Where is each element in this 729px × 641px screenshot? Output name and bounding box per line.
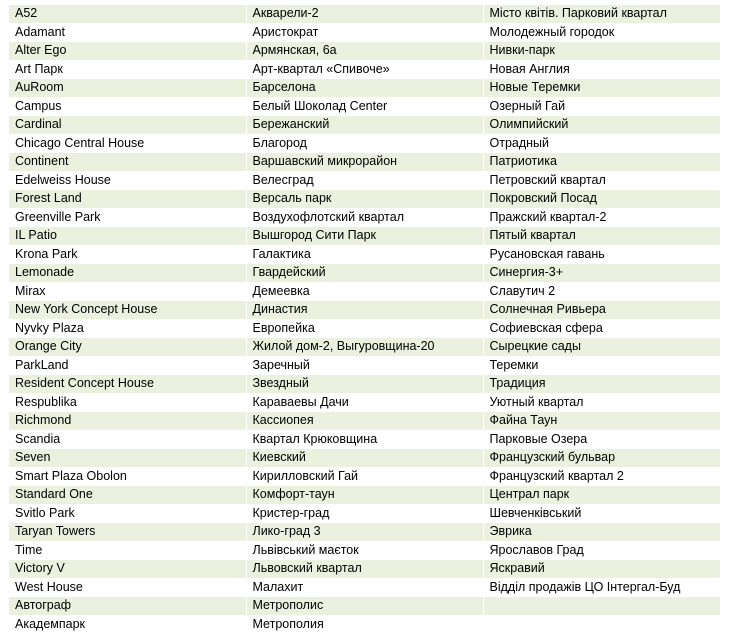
table-cell: Lemonade — [9, 264, 246, 283]
table-cell: Армянская, 6а — [246, 42, 483, 61]
table-cell: Бережанский — [246, 116, 483, 135]
table-cell — [483, 597, 720, 616]
table-cell: Resident Concept House — [9, 375, 246, 394]
table-cell: Відділ продажів ЦО Інтергал-Буд — [483, 578, 720, 597]
table-cell: Арт-квартал «Спивоче» — [246, 60, 483, 79]
table-cell: Krona Park — [9, 245, 246, 264]
table-cell: Покровский Посад — [483, 190, 720, 209]
table-cell: Svitlo Park — [9, 504, 246, 523]
table-cell: Метрополис — [246, 597, 483, 616]
table-cell: Автограф — [9, 597, 246, 616]
table-cell: West House — [9, 578, 246, 597]
table-cell: Централ парк — [483, 486, 720, 505]
table-cell: A52 — [9, 5, 246, 23]
table-cell: Chicago Central House — [9, 134, 246, 153]
table-cell: Victory V — [9, 560, 246, 579]
table-cell: Кирилловский Гай — [246, 467, 483, 486]
table-cell: Alter Ego — [9, 42, 246, 61]
table-cell: Львівський маєток — [246, 541, 483, 560]
table-cell: Respublika — [9, 393, 246, 412]
table-row — [9, 190, 720, 209]
table-row — [9, 208, 720, 227]
table-cell: Сырецкие сады — [483, 338, 720, 357]
table-cell: Campus — [9, 97, 246, 116]
table-cell: Русановская гавань — [483, 245, 720, 264]
table-cell: Time — [9, 541, 246, 560]
table-cell: Smart Plaza Obolon — [9, 467, 246, 486]
table-cell: Петровский квартал — [483, 171, 720, 190]
table-row — [9, 245, 720, 264]
table-cell: Славутич 2 — [483, 282, 720, 301]
table-cell: Файна Таун — [483, 412, 720, 431]
table-cell: Отрадный — [483, 134, 720, 153]
table-cell: Европейка — [246, 319, 483, 338]
table-cell: Олимпийский — [483, 116, 720, 135]
table-cell: Adamant — [9, 23, 246, 42]
table-cell: Звездный — [246, 375, 483, 394]
table-row — [9, 578, 720, 597]
table-cell: Версаль парк — [246, 190, 483, 209]
table-cell: Акварели-2 — [246, 5, 483, 23]
table-cell: Академпарк — [9, 615, 246, 634]
table-cell: Варшавский микрорайон — [246, 153, 483, 172]
table-row — [9, 523, 720, 542]
table-cell: Пражский квартал-2 — [483, 208, 720, 227]
table-cell: Greenville Park — [9, 208, 246, 227]
table-cell: Аристократ — [246, 23, 483, 42]
table-row — [9, 504, 720, 523]
table-row — [9, 97, 720, 116]
table-row — [9, 60, 720, 79]
table-body — [9, 5, 720, 634]
table-cell: Белый Шоколад Center — [246, 97, 483, 116]
table-cell: Заречный — [246, 356, 483, 375]
table-row — [9, 282, 720, 301]
table-cell: Nyvky Plaza — [9, 319, 246, 338]
table-row — [9, 467, 720, 486]
table-cell: Art Парк — [9, 60, 246, 79]
table-cell: Seven — [9, 449, 246, 468]
table-row — [9, 79, 720, 98]
table-cell: New York Concept House — [9, 301, 246, 320]
table-row — [9, 153, 720, 172]
table-row — [9, 301, 720, 320]
table-row — [9, 227, 720, 246]
table-cell: ParkLand — [9, 356, 246, 375]
table-row — [9, 5, 720, 23]
table-row — [9, 449, 720, 468]
table-cell: Orange City — [9, 338, 246, 357]
table-cell: Яскравий — [483, 560, 720, 579]
table-cell: Пятый квартал — [483, 227, 720, 246]
table-cell: Вышгород Сити Парк — [246, 227, 483, 246]
table-cell: Французский квартал 2 — [483, 467, 720, 486]
table-cell: Барселона — [246, 79, 483, 98]
table-cell: Солнечная Ривьера — [483, 301, 720, 320]
table-row — [9, 412, 720, 431]
table-row — [9, 615, 720, 634]
table-cell: AuRoom — [9, 79, 246, 98]
table-cell: IL Patio — [9, 227, 246, 246]
table-cell: Львовский квартал — [246, 560, 483, 579]
table-cell: Патриотика — [483, 153, 720, 172]
table-cell: Благород — [246, 134, 483, 153]
table-row — [9, 486, 720, 505]
table-row — [9, 42, 720, 61]
table-cell: Метрополия — [246, 615, 483, 634]
table-cell: Воздухофлотский квартал — [246, 208, 483, 227]
table-row — [9, 171, 720, 190]
table-cell: Новая Англия — [483, 60, 720, 79]
table-cell: Нивки-парк — [483, 42, 720, 61]
table-cell: Cardinal — [9, 116, 246, 135]
table-row — [9, 264, 720, 283]
table-cell: Велесград — [246, 171, 483, 190]
table-cell: Квартал Крюковщина — [246, 430, 483, 449]
table-row — [9, 597, 720, 616]
table-cell: Комфорт-таун — [246, 486, 483, 505]
table-cell: Жилой дом-2, Выгуровщина-20 — [246, 338, 483, 357]
table-cell: Парковые Озера — [483, 430, 720, 449]
table-cell: Киевский — [246, 449, 483, 468]
table-row — [9, 560, 720, 579]
table-cell: Mirax — [9, 282, 246, 301]
table-cell: Кассиопея — [246, 412, 483, 431]
table-cell: Французский бульвар — [483, 449, 720, 468]
table-cell: Софиевская сфера — [483, 319, 720, 338]
table-cell: Scandia — [9, 430, 246, 449]
table-cell: Edelweiss House — [9, 171, 246, 190]
table-row — [9, 23, 720, 42]
table-row — [9, 319, 720, 338]
table-cell: Уютный квартал — [483, 393, 720, 412]
table-cell: Синергия-3+ — [483, 264, 720, 283]
table-cell: Continent — [9, 153, 246, 172]
table-cell: Кристер-град — [246, 504, 483, 523]
table-cell: Richmond — [9, 412, 246, 431]
table-cell: Озерный Гай — [483, 97, 720, 116]
table-cell: Новые Теремки — [483, 79, 720, 98]
table-row — [9, 134, 720, 153]
table-cell: Эврика — [483, 523, 720, 542]
residential-complex-table — [9, 5, 720, 634]
table-row — [9, 541, 720, 560]
table-cell: Місто квітів. Парковий квартал — [483, 5, 720, 23]
table-row — [9, 375, 720, 394]
table-cell: Молодежный городок — [483, 23, 720, 42]
table-cell: Демеевка — [246, 282, 483, 301]
table-row — [9, 430, 720, 449]
table-cell — [483, 615, 720, 634]
table-cell: Караваевы Дачи — [246, 393, 483, 412]
table-row — [9, 116, 720, 135]
table-cell: Taryan Towers — [9, 523, 246, 542]
table-cell: Лико-град 3 — [246, 523, 483, 542]
table-cell: Традиция — [483, 375, 720, 394]
table-cell: Standard One — [9, 486, 246, 505]
table-cell: Галактика — [246, 245, 483, 264]
table-cell: Ярославов Град — [483, 541, 720, 560]
table-cell: Теремки — [483, 356, 720, 375]
table-row — [9, 393, 720, 412]
table-row — [9, 356, 720, 375]
table-cell: Династия — [246, 301, 483, 320]
table-cell: Шевченківський — [483, 504, 720, 523]
table-cell: Forest Land — [9, 190, 246, 209]
table-cell: Малахит — [246, 578, 483, 597]
table-cell: Гвардейский — [246, 264, 483, 283]
table-row — [9, 338, 720, 357]
